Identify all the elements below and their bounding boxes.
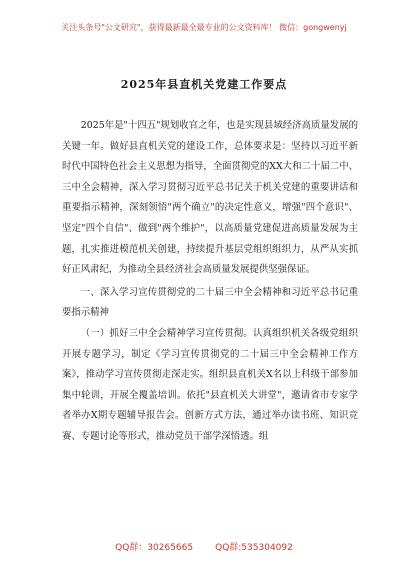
- document-title: 2025年县直机关党建工作要点: [120, 78, 288, 91]
- section-heading: 一、深入学习宣传贯彻党的二十届三中全会精神和习近平总书记重要指示精神: [62, 286, 358, 319]
- footer-qq-group-1: QQ群：30265665: [115, 543, 194, 553]
- footer-qq-group-2: QQ群:535304092: [215, 543, 293, 553]
- intro-paragraph: 2025年是"十四五"规划收官之年，也是实现县域经济高质量发展的关键一年。做好县直机关党的建设工作，总体要求是：坚持以习近平新时代中国特色社会主义思想为指导，全面贯彻党的XX大和二十届二中、三中全会精神，深入学习贯彻习近平总书记关于机关党建的重要讲话和重要指示精神，深刻领悟"两个确立"的决定性意义，增强"四个意识"、坚定"四个自信"、做到"两个维护"，以高质量党建促进高质量发展为主题，扎实推进模范机关创建，持续提升基层党组织组织力，从严从实抓好正风肃纪，为推动全县经济社会高质量发展提供坚强保证。: [62, 120, 358, 276]
- subsection-paragraph: （一）抓好三中全会精神学习宣传贯彻。认真组织机关各级党组织开展专题学习，制定《学习宣传贯彻党的二十届三中全会精神工作方案》，推动学习宣传贯彻走深走实。组织县直机关X名以上科级干部参加集中轮训，开展全覆盖培训。依托"县直机关大讲堂"，邀请省市专家学者举办X期专题辅导报告会。创新方式方法，通过举办读书班、知识竞赛、专题讨论等形式，推动党员干部学深悟透。组: [62, 327, 358, 442]
- document-body: [62, 116, 358, 448]
- footer: [0, 540, 408, 553]
- header-notice: 关注头条号"公文研究"，获得最新最全最专业的公文资料库！ 微信：gongwenyj: [61, 23, 347, 32]
